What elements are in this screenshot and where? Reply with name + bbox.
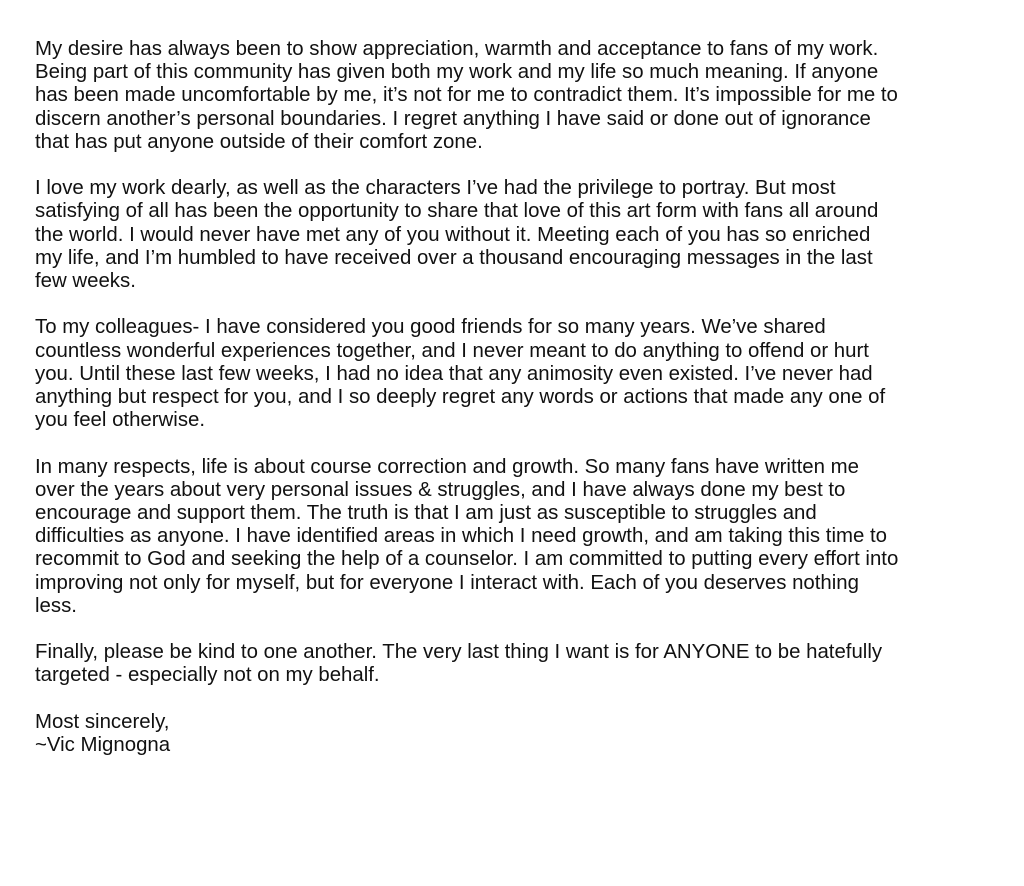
paragraph-5 (35, 641, 995, 687)
paragraph-line: improving not only for myself, but for everyone I interact with. Each of you deserves nothing (35, 571, 859, 594)
paragraph-line: you. Until these last few weeks, I had no idea that any animosity even existed. I’ve never had (35, 362, 873, 385)
paragraph-2 (35, 177, 995, 293)
paragraph-line: countless wonderful experiences together, and I never meant to do anything to offend or hurt (35, 339, 869, 362)
paragraph-line: In many respects, life is about course correction and growth. So many fans have written me (35, 455, 859, 478)
paragraph-line: targeted - especially not on my behalf. (35, 664, 380, 687)
closing-block (35, 711, 995, 757)
paragraph-3 (35, 316, 995, 432)
paragraph-line: few weeks. (35, 270, 136, 293)
paragraph-line: my life, and I’m humbled to have received over a thousand encouraging messages in the last (35, 246, 873, 269)
paragraph-line: Finally, please be kind to one another. The very last thing I want is for ANYONE to be hatefully (35, 641, 883, 664)
paragraph-line: difficulties as anyone. I have identified areas in which I need growth, and am taking this time to (35, 525, 887, 548)
paragraph-line: the world. I would never have met any of you without it. Meeting each of you has so enriched (35, 223, 871, 246)
signature-line: ~Vic Mignogna (35, 734, 171, 757)
paragraph-1 (35, 38, 995, 154)
paragraph-line: recommit to God and seeking the help of a counselor. I am committed to putting every effort into (35, 548, 899, 571)
paragraph-line: encourage and support them. The truth is that I am just as susceptible to struggles and (35, 502, 817, 525)
paragraph-line: I love my work dearly, as well as the characters I’ve had the privilege to portray. But most (35, 177, 836, 200)
paragraph-line: My desire has always been to show appreciation, warmth and acceptance to fans of my work. (35, 38, 879, 60)
document-page (35, 38, 995, 757)
paragraph-line: To my colleagues- I have considered you good friends for so many years. We’ve shared (35, 316, 826, 339)
paragraph-line: less. (35, 594, 77, 617)
paragraph-line: that has put anyone outside of their comfort zone. (35, 130, 483, 153)
paragraph-line: you feel otherwise. (35, 409, 206, 432)
paragraph-line: satisfying of all has been the opportunity to share that love of this art form with fans all around (35, 200, 879, 223)
paragraph-4 (35, 456, 995, 618)
paragraph-line: over the years about very personal issues & struggles, and I have always done my best to (35, 478, 846, 501)
paragraph-line: Being part of this community has given both my work and my life so much meaning. If anyone (35, 61, 879, 84)
paragraph-line: has been made uncomfortable by me, it’s not for me to contradict them. It’s impossible for me to (35, 84, 898, 107)
paragraph-line: anything but respect for you, and I so deeply regret any words or actions that made any one of (35, 386, 886, 409)
paragraph-line: discern another’s personal boundaries. I regret anything I have said or done out of ignorance (35, 107, 871, 130)
closing-line: Most sincerely, (35, 710, 170, 733)
